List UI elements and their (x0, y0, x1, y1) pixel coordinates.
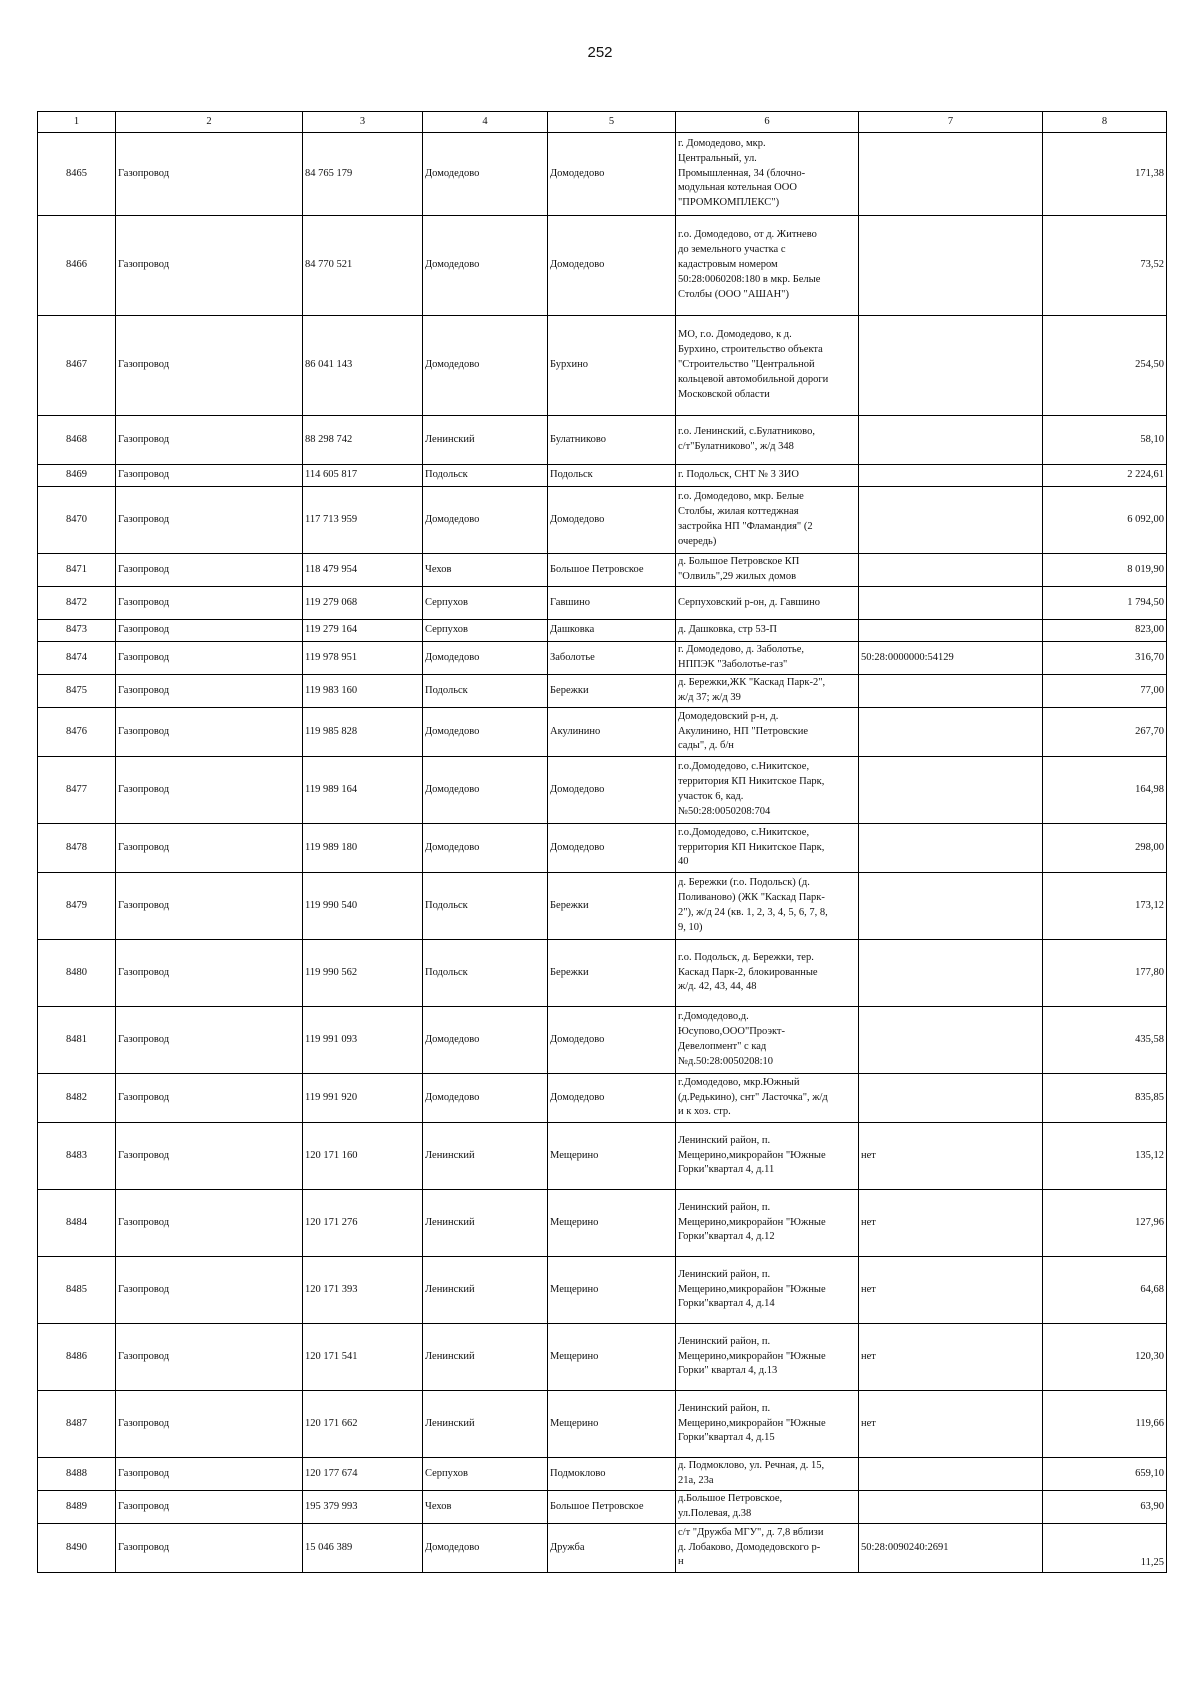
district: Домодедово (423, 487, 548, 554)
cadastral-number (859, 675, 1043, 708)
district: Домодедово (423, 1007, 548, 1074)
table-row (38, 1074, 1167, 1123)
district: Чехов (423, 554, 548, 587)
object-type: Газопровод (116, 1491, 303, 1524)
row-number: 8490 (38, 1524, 116, 1573)
row-number: 8481 (38, 1007, 116, 1074)
table-row (38, 1190, 1167, 1257)
address: г.Домодедово, мкр.Южный (д.Редькино), снт" Ласточка", ж/д и к хоз. стр. (676, 1074, 859, 1123)
locality: Мещерино (548, 1391, 676, 1458)
district: Подольск (423, 675, 548, 708)
table-row (38, 675, 1167, 708)
object-type: Газопровод (116, 620, 303, 642)
locality: Домодедово (548, 1007, 676, 1074)
object-code: 15 046 389 (303, 1524, 423, 1573)
district: Ленинский (423, 1324, 548, 1391)
object-code: 84 770 521 (303, 216, 423, 316)
object-type: Газопровод (116, 1524, 303, 1573)
column-header: 8 (1043, 112, 1167, 133)
table-body (38, 133, 1167, 1573)
row-number: 8472 (38, 587, 116, 620)
object-code: 119 990 540 (303, 873, 423, 940)
column-header: 4 (423, 112, 548, 133)
table-row (38, 316, 1167, 416)
object-type: Газопровод (116, 1074, 303, 1123)
length-value: 119,66 (1043, 1391, 1167, 1458)
table-row (38, 216, 1167, 316)
locality: Большое Петровское (548, 554, 676, 587)
table-header (38, 112, 1167, 133)
cadastral-number (859, 873, 1043, 940)
address: д. Большое Петровское КП "Олвиль",29 жилых домов (676, 554, 859, 587)
address: д. Подмоклово, ул. Речная, д. 15, 21а, 23а (676, 1458, 859, 1491)
district: Домодедово (423, 708, 548, 757)
object-type: Газопровод (116, 824, 303, 873)
table-row (38, 1123, 1167, 1190)
address: с/т "Дружба МГУ", д. 7,8 вблизи д. Лобаково, Домодедовского р- н (676, 1524, 859, 1573)
locality: Домодедово (548, 757, 676, 824)
length-value: 8 019,90 (1043, 554, 1167, 587)
length-value: 2 224,61 (1043, 465, 1167, 487)
cadastral-number (859, 316, 1043, 416)
cadastral-number (859, 133, 1043, 216)
district: Ленинский (423, 1123, 548, 1190)
row-number: 8488 (38, 1458, 116, 1491)
object-code: 120 177 674 (303, 1458, 423, 1491)
length-value: 164,98 (1043, 757, 1167, 824)
object-type: Газопровод (116, 1257, 303, 1324)
cadastral-number: нет (859, 1123, 1043, 1190)
object-type: Газопровод (116, 675, 303, 708)
row-number: 8468 (38, 416, 116, 465)
district: Чехов (423, 1491, 548, 1524)
length-value: 316,70 (1043, 642, 1167, 675)
cadastral-number (859, 1007, 1043, 1074)
locality: Дружба (548, 1524, 676, 1573)
district: Домодедово (423, 642, 548, 675)
length-value: 63,90 (1043, 1491, 1167, 1524)
table-row (38, 873, 1167, 940)
object-type: Газопровод (116, 1007, 303, 1074)
length-value: 58,10 (1043, 416, 1167, 465)
object-type: Газопровод (116, 708, 303, 757)
row-number: 8475 (38, 675, 116, 708)
address: д. Дашковка, стр 53-П (676, 620, 859, 642)
length-value: 171,38 (1043, 133, 1167, 216)
locality: Дашковка (548, 620, 676, 642)
row-number: 8480 (38, 940, 116, 1007)
object-type: Газопровод (116, 940, 303, 1007)
object-code: 119 991 093 (303, 1007, 423, 1074)
table-row (38, 824, 1167, 873)
row-number: 8483 (38, 1123, 116, 1190)
address: Домодедовский р-н, д. Акулинино, НП "Петровские сады", д. б/н (676, 708, 859, 757)
cadastral-number (859, 487, 1043, 554)
address: г. Подольск, СНТ № 3 ЗИО (676, 465, 859, 487)
length-value: 6 092,00 (1043, 487, 1167, 554)
table-row (38, 1458, 1167, 1491)
locality: Булатниково (548, 416, 676, 465)
object-type: Газопровод (116, 554, 303, 587)
row-number: 8482 (38, 1074, 116, 1123)
cadastral-number: нет (859, 1324, 1043, 1391)
row-number: 8486 (38, 1324, 116, 1391)
locality: Домодедово (548, 133, 676, 216)
table-row (38, 487, 1167, 554)
length-value: 835,85 (1043, 1074, 1167, 1123)
cadastral-number: нет (859, 1257, 1043, 1324)
row-number: 8471 (38, 554, 116, 587)
row-number: 8489 (38, 1491, 116, 1524)
district: Ленинский (423, 1391, 548, 1458)
object-type: Газопровод (116, 642, 303, 675)
row-number: 8473 (38, 620, 116, 642)
locality: Домодедово (548, 1074, 676, 1123)
address: МО, г.о. Домодедово, к д. Бурхино, строительство объекта "Строительство "Центральной кольцевой автомобильной дороги Московской области (676, 316, 859, 416)
address: Ленинский район, п. Мещерино,микрорайон "Южные Горки"квартал 4, д.15 (676, 1391, 859, 1458)
cadastral-number (859, 1491, 1043, 1524)
object-type: Газопровод (116, 1458, 303, 1491)
locality: Мещерино (548, 1257, 676, 1324)
locality: Подольск (548, 465, 676, 487)
cadastral-number: 50:28:0000000:54129 (859, 642, 1043, 675)
address: г.о. Подольск, д. Бережки, тер. Каскад Парк-2, блокированные ж/д. 42, 43, 44, 48 (676, 940, 859, 1007)
object-type: Газопровод (116, 757, 303, 824)
cadastral-number (859, 216, 1043, 316)
cadastral-number (859, 708, 1043, 757)
cadastral-number (859, 554, 1043, 587)
length-value: 64,68 (1043, 1257, 1167, 1324)
object-code: 120 171 160 (303, 1123, 423, 1190)
length-value: 298,00 (1043, 824, 1167, 873)
header-row (38, 112, 1167, 133)
locality: Бережки (548, 873, 676, 940)
length-value: 177,80 (1043, 940, 1167, 1007)
table-row (38, 133, 1167, 216)
length-value: 267,70 (1043, 708, 1167, 757)
table-row (38, 554, 1167, 587)
column-header: 1 (38, 112, 116, 133)
column-header: 3 (303, 112, 423, 133)
row-number: 8466 (38, 216, 116, 316)
object-code: 119 983 160 (303, 675, 423, 708)
locality: Гавшино (548, 587, 676, 620)
address: Ленинский район, п. Мещерино,микрорайон "Южные Горки"квартал 4, д.11 (676, 1123, 859, 1190)
length-value: 435,58 (1043, 1007, 1167, 1074)
column-header: 6 (676, 112, 859, 133)
district: Подольск (423, 873, 548, 940)
length-value: 73,52 (1043, 216, 1167, 316)
address: Ленинский район, п. Мещерино,микрорайон "Южные Горки" квартал 4, д.13 (676, 1324, 859, 1391)
district: Подольск (423, 465, 548, 487)
row-number: 8474 (38, 642, 116, 675)
object-type: Газопровод (116, 1123, 303, 1190)
table-row (38, 620, 1167, 642)
object-code: 88 298 742 (303, 416, 423, 465)
table-row (38, 757, 1167, 824)
district: Домодедово (423, 824, 548, 873)
length-value: 120,30 (1043, 1324, 1167, 1391)
table-row (38, 1324, 1167, 1391)
cadastral-number (859, 587, 1043, 620)
object-type: Газопровод (116, 1324, 303, 1391)
district: Домодедово (423, 133, 548, 216)
object-code: 120 171 393 (303, 1257, 423, 1324)
object-type: Газопровод (116, 1391, 303, 1458)
table-row (38, 1007, 1167, 1074)
table-row (38, 1257, 1167, 1324)
locality: Бережки (548, 940, 676, 1007)
object-code: 120 171 662 (303, 1391, 423, 1458)
cadastral-number: нет (859, 1190, 1043, 1257)
cadastral-number (859, 824, 1043, 873)
address: г.о. Домодедово, от д. Житнево до земельного участка с кадастровым номером 50:28:0060208:180 в мкр. Белые Столбы (ООО "АШАН") (676, 216, 859, 316)
locality: Бурхино (548, 316, 676, 416)
cadastral-number (859, 940, 1043, 1007)
table-row (38, 642, 1167, 675)
cadastral-number: нет (859, 1391, 1043, 1458)
length-value: 1 794,50 (1043, 587, 1167, 620)
object-code: 118 479 954 (303, 554, 423, 587)
row-number: 8467 (38, 316, 116, 416)
district: Ленинский (423, 416, 548, 465)
table-row (38, 465, 1167, 487)
address: д. Бережки (г.о. Подольск) (д. Поливаново) (ЖК "Каскад Парк- 2"), ж/д 24 (кв. 1, 2, 3, 4, 5, 6, 7, 8, 9, 10) (676, 873, 859, 940)
length-value: 127,96 (1043, 1190, 1167, 1257)
column-header: 2 (116, 112, 303, 133)
address: д.Большое Петровское, ул.Полевая, д.38 (676, 1491, 859, 1524)
page-number: 252 (587, 44, 613, 61)
column-header: 5 (548, 112, 676, 133)
address: г.Домодедово,д. Юсупово,ООО"Проэкт- Девелопмент" с кад №д.50:28:0050208:10 (676, 1007, 859, 1074)
object-type: Газопровод (116, 316, 303, 416)
district: Серпухов (423, 587, 548, 620)
address: Серпуховский р-он, д. Гавшино (676, 587, 859, 620)
object-type: Газопровод (116, 1190, 303, 1257)
district: Домодедово (423, 1074, 548, 1123)
table-row (38, 416, 1167, 465)
table-row (38, 708, 1167, 757)
object-code: 119 279 164 (303, 620, 423, 642)
cadastral-number (859, 1074, 1043, 1123)
address: Ленинский район, п. Мещерино,микрорайон "Южные Горки"квартал 4, д.14 (676, 1257, 859, 1324)
district: Домодедово (423, 1524, 548, 1573)
object-code: 120 171 276 (303, 1190, 423, 1257)
district: Ленинский (423, 1190, 548, 1257)
object-code: 119 990 562 (303, 940, 423, 1007)
row-number: 8487 (38, 1391, 116, 1458)
object-code: 117 713 959 (303, 487, 423, 554)
row-number: 8479 (38, 873, 116, 940)
locality: Мещерино (548, 1324, 676, 1391)
address: г. Домодедово, д. Заболотье, НППЭК "Заболотье-газ" (676, 642, 859, 675)
locality: Заболотье (548, 642, 676, 675)
address: д. Бережки,ЖК "Каскад Парк-2", ж/д 37; ж/д 39 (676, 675, 859, 708)
locality: Домодедово (548, 487, 676, 554)
object-code: 119 989 180 (303, 824, 423, 873)
object-type: Газопровод (116, 873, 303, 940)
object-type: Газопровод (116, 416, 303, 465)
locality: Домодедово (548, 216, 676, 316)
length-value: 173,12 (1043, 873, 1167, 940)
locality: Большое Петровское (548, 1491, 676, 1524)
address: Ленинский район, п. Мещерино,микрорайон "Южные Горки"квартал 4, д.12 (676, 1190, 859, 1257)
object-code: 86 041 143 (303, 316, 423, 416)
object-code: 84 765 179 (303, 133, 423, 216)
object-type: Газопровод (116, 216, 303, 316)
locality: Акулинино (548, 708, 676, 757)
object-code: 119 279 068 (303, 587, 423, 620)
table-row (38, 1491, 1167, 1524)
cadastral-number (859, 757, 1043, 824)
table-row (38, 940, 1167, 1007)
object-type: Газопровод (116, 465, 303, 487)
row-number: 8476 (38, 708, 116, 757)
row-number: 8465 (38, 133, 116, 216)
locality: Мещерино (548, 1123, 676, 1190)
object-code: 119 978 951 (303, 642, 423, 675)
address: г.о. Домодедово, мкр. Белые Столбы, жилая коттеджная застройка НП "Фламандия" (2 очередь) (676, 487, 859, 554)
length-value: 659,10 (1043, 1458, 1167, 1491)
length-value: 135,12 (1043, 1123, 1167, 1190)
object-type: Газопровод (116, 587, 303, 620)
district: Домодедово (423, 316, 548, 416)
cadastral-number (859, 416, 1043, 465)
table-row (38, 1524, 1167, 1573)
length-value: 77,00 (1043, 675, 1167, 708)
table-row (38, 1391, 1167, 1458)
length-value: 11,25 (1043, 1524, 1167, 1573)
object-code: 114 605 817 (303, 465, 423, 487)
district: Серпухов (423, 620, 548, 642)
address: г. Домодедово, мкр. Центральный, ул. Промышленная, 34 (блочно- модульная котельная ООО "ПРОМКОМПЛЕКС") (676, 133, 859, 216)
object-code: 195 379 993 (303, 1491, 423, 1524)
cadastral-number (859, 1458, 1043, 1491)
cadastral-number (859, 465, 1043, 487)
locality: Домодедово (548, 824, 676, 873)
object-type: Газопровод (116, 487, 303, 554)
cadastral-number: 50:28:0090240:2691 (859, 1524, 1043, 1573)
district: Ленинский (423, 1257, 548, 1324)
district: Домодедово (423, 216, 548, 316)
district: Подольск (423, 940, 548, 1007)
address: г.о. Ленинский, с.Булатниково, с/т"Булатниково", ж/д 348 (676, 416, 859, 465)
object-code: 119 989 164 (303, 757, 423, 824)
table-row (38, 587, 1167, 620)
registry-table (37, 111, 1167, 1573)
object-code: 120 171 541 (303, 1324, 423, 1391)
district: Домодедово (423, 757, 548, 824)
row-number: 8469 (38, 465, 116, 487)
row-number: 8484 (38, 1190, 116, 1257)
row-number: 8478 (38, 824, 116, 873)
length-value: 254,50 (1043, 316, 1167, 416)
locality: Бережки (548, 675, 676, 708)
object-code: 119 991 920 (303, 1074, 423, 1123)
length-value: 823,00 (1043, 620, 1167, 642)
address: г.о.Домодедово, с.Никитское, территория КП Никитское Парк, участок 6, кад. №50:28:0050208:704 (676, 757, 859, 824)
row-number: 8485 (38, 1257, 116, 1324)
locality: Мещерино (548, 1190, 676, 1257)
locality: Подмоклово (548, 1458, 676, 1491)
object-code: 119 985 828 (303, 708, 423, 757)
district: Серпухов (423, 1458, 548, 1491)
column-header: 7 (859, 112, 1043, 133)
row-number: 8477 (38, 757, 116, 824)
address: г.о.Домодедово, с.Никитское, территория КП Никитское Парк, 40 (676, 824, 859, 873)
cadastral-number (859, 620, 1043, 642)
object-type: Газопровод (116, 133, 303, 216)
row-number: 8470 (38, 487, 116, 554)
